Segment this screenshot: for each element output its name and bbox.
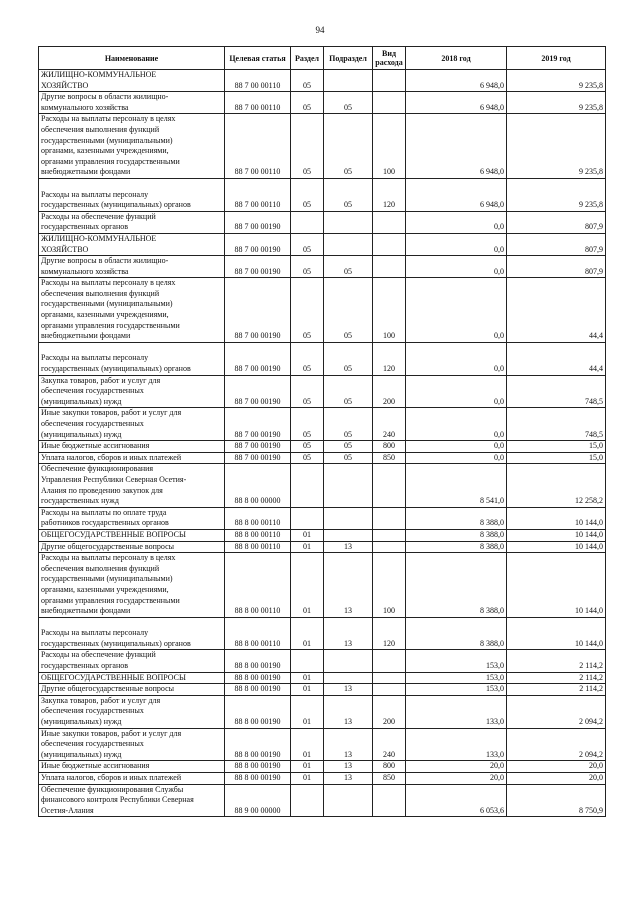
row-amount-2018: 0,0	[406, 233, 507, 255]
row-subsection	[324, 650, 373, 672]
row-name: Закупка товаров, работ и услуг для обеспечения государственных (муниципальных) нужд	[39, 695, 225, 728]
row-amount-2018: 6 948,0	[406, 70, 507, 92]
row-amount-2019: 2 114,2	[507, 684, 606, 696]
row-section: 05	[291, 256, 324, 278]
row-amount-2019: 10 144,0	[507, 553, 606, 618]
table-row	[39, 178, 606, 211]
row-name: Расходы на обеспечение функций государственных органов	[39, 650, 225, 672]
row-amount-2018: 8 388,0	[406, 553, 507, 618]
row-name: ОБЩЕГОСУДАРСТВЕННЫЕ ВОПРОСЫ	[39, 672, 225, 684]
row-subsection: 13	[324, 553, 373, 618]
row-target-article: 88 8 00 00110	[225, 617, 291, 650]
table-row	[39, 773, 606, 785]
row-subsection	[324, 211, 373, 233]
row-subsection	[324, 70, 373, 92]
row-amount-2019: 44,4	[507, 342, 606, 375]
row-amount-2018: 0,0	[406, 441, 507, 453]
row-section: 05	[291, 342, 324, 375]
row-expense-type: 100	[373, 278, 406, 343]
row-amount-2019: 12 258,2	[507, 464, 606, 507]
row-expense-type	[373, 256, 406, 278]
row-section: 01	[291, 684, 324, 696]
row-target-article: 88 7 00 00190	[225, 452, 291, 464]
row-target-article: 88 8 00 00190	[225, 672, 291, 684]
row-subsection	[324, 464, 373, 507]
row-subsection: 05	[324, 278, 373, 343]
row-target-article: 88 8 00 00000	[225, 464, 291, 507]
row-amount-2018: 153,0	[406, 650, 507, 672]
row-expense-type: 240	[373, 728, 406, 761]
row-name: Иные закупки товаров, работ и услуг для обеспечения государственных (муниципальных) нужд	[39, 728, 225, 761]
row-target-article: 88 8 00 00110	[225, 541, 291, 553]
row-expense-type: 200	[373, 695, 406, 728]
table-row	[39, 342, 606, 375]
row-expense-type: 200	[373, 375, 406, 408]
table-row	[39, 784, 606, 817]
row-amount-2018: 8 388,0	[406, 541, 507, 553]
row-subsection	[324, 784, 373, 817]
table-row	[39, 684, 606, 696]
row-name: Расходы на выплаты по оплате труда работников государственных органов	[39, 507, 225, 529]
row-amount-2019: 807,9	[507, 233, 606, 255]
row-amount-2019: 748,5	[507, 408, 606, 441]
row-subsection: 05	[324, 92, 373, 114]
row-target-article: 88 7 00 00190	[225, 375, 291, 408]
table-row	[39, 452, 606, 464]
row-name: Уплата налогов, сборов и иных платежей	[39, 452, 225, 464]
row-amount-2018: 8 388,0	[406, 507, 507, 529]
row-subsection: 13	[324, 773, 373, 785]
row-subsection: 13	[324, 684, 373, 696]
row-section: 05	[291, 178, 324, 211]
row-expense-type: 850	[373, 773, 406, 785]
row-subsection: 13	[324, 617, 373, 650]
header-name: Наименование	[39, 47, 225, 70]
row-section: 01	[291, 529, 324, 541]
row-name: ОБЩЕГОСУДАРСТВЕННЫЕ ВОПРОСЫ	[39, 529, 225, 541]
row-subsection: 05	[324, 441, 373, 453]
table-row	[39, 375, 606, 408]
row-target-article: 88 8 00 00190	[225, 684, 291, 696]
row-target-article: 88 7 00 00110	[225, 178, 291, 211]
table-row	[39, 278, 606, 343]
table-row	[39, 553, 606, 618]
row-expense-type	[373, 211, 406, 233]
row-subsection	[324, 529, 373, 541]
row-name: ЖИЛИЩНО-КОММУНАЛЬНОЕ ХОЗЯЙСТВО	[39, 233, 225, 255]
row-amount-2018: 6 948,0	[406, 178, 507, 211]
row-target-article: 88 8 00 00110	[225, 529, 291, 541]
row-amount-2019: 10 144,0	[507, 529, 606, 541]
row-expense-type: 240	[373, 408, 406, 441]
row-target-article: 88 7 00 00190	[225, 342, 291, 375]
row-amount-2019: 2 094,2	[507, 695, 606, 728]
row-amount-2019: 807,9	[507, 211, 606, 233]
row-amount-2018: 0,0	[406, 256, 507, 278]
row-subsection: 13	[324, 541, 373, 553]
row-target-article: 88 7 00 00110	[225, 70, 291, 92]
row-target-article: 88 8 00 00110	[225, 507, 291, 529]
table-row	[39, 695, 606, 728]
row-section: 01	[291, 773, 324, 785]
row-section: 01	[291, 617, 324, 650]
row-amount-2019: 2 094,2	[507, 728, 606, 761]
row-target-article: 88 7 00 00190	[225, 441, 291, 453]
row-amount-2018: 0,0	[406, 211, 507, 233]
table-row	[39, 728, 606, 761]
row-amount-2019: 9 235,8	[507, 70, 606, 92]
table-row	[39, 441, 606, 453]
row-name: Расходы на обеспечение функций государственных органов	[39, 211, 225, 233]
row-amount-2019: 9 235,8	[507, 178, 606, 211]
row-expense-type: 120	[373, 617, 406, 650]
row-target-article: 88 7 00 00110	[225, 92, 291, 114]
row-target-article: 88 7 00 00190	[225, 408, 291, 441]
row-expense-type: 120	[373, 342, 406, 375]
row-target-article: 88 7 00 00110	[225, 114, 291, 179]
row-name: Расходы на выплаты персоналу государственных (муниципальных) органов	[39, 178, 225, 211]
row-expense-type	[373, 529, 406, 541]
row-section: 05	[291, 114, 324, 179]
header-podrazdel: Подраздел	[324, 47, 373, 70]
row-section	[291, 507, 324, 529]
row-expense-type	[373, 507, 406, 529]
row-section	[291, 784, 324, 817]
row-expense-type	[373, 464, 406, 507]
row-section: 05	[291, 452, 324, 464]
row-section: 01	[291, 553, 324, 618]
row-expense-type	[373, 784, 406, 817]
row-expense-type	[373, 541, 406, 553]
row-subsection	[324, 507, 373, 529]
row-amount-2019: 10 144,0	[507, 541, 606, 553]
row-section: 05	[291, 408, 324, 441]
row-section: 01	[291, 761, 324, 773]
row-section: 05	[291, 92, 324, 114]
row-expense-type	[373, 672, 406, 684]
row-amount-2018: 153,0	[406, 672, 507, 684]
row-subsection: 13	[324, 728, 373, 761]
row-section: 01	[291, 695, 324, 728]
row-section	[291, 211, 324, 233]
row-section: 05	[291, 441, 324, 453]
row-name: Расходы на выплаты персоналу в целях обеспечения выполнения функций государственными (муниципальными) органами, казенными учреждениями, органами управления государственными внебюджетными фондами	[39, 114, 225, 179]
row-target-article: 88 8 00 00190	[225, 761, 291, 773]
row-expense-type: 800	[373, 761, 406, 773]
row-amount-2018: 133,0	[406, 728, 507, 761]
header-vid: Вид расхода	[373, 47, 406, 70]
table-row	[39, 541, 606, 553]
row-section: 01	[291, 728, 324, 761]
header-razdel: Раздел	[291, 47, 324, 70]
row-section: 01	[291, 672, 324, 684]
row-amount-2019: 10 144,0	[507, 507, 606, 529]
row-name: Иные бюджетные ассигнования	[39, 761, 225, 773]
row-subsection: 05	[324, 256, 373, 278]
table-row	[39, 672, 606, 684]
row-amount-2018: 6 948,0	[406, 92, 507, 114]
row-section: 05	[291, 375, 324, 408]
row-target-article: 88 8 00 00190	[225, 728, 291, 761]
row-amount-2018: 0,0	[406, 408, 507, 441]
row-subsection	[324, 233, 373, 255]
page-number: 94	[315, 25, 325, 35]
row-amount-2018: 0,0	[406, 342, 507, 375]
row-amount-2018: 20,0	[406, 773, 507, 785]
table-row	[39, 617, 606, 650]
budget-table	[38, 46, 606, 817]
row-subsection: 05	[324, 375, 373, 408]
row-name: Закупка товаров, работ и услуг для обеспечения государственных (муниципальных) нужд	[39, 375, 225, 408]
row-expense-type: 120	[373, 178, 406, 211]
table-row	[39, 761, 606, 773]
row-amount-2018: 8 388,0	[406, 529, 507, 541]
table-row	[39, 114, 606, 179]
row-name: Другие вопросы в области жилищно- коммунального хозяйства	[39, 256, 225, 278]
row-target-article: 88 9 00 00000	[225, 784, 291, 817]
table-row	[39, 70, 606, 92]
row-amount-2019: 2 114,2	[507, 650, 606, 672]
row-section: 05	[291, 70, 324, 92]
table-row	[39, 464, 606, 507]
row-amount-2018: 6 053,6	[406, 784, 507, 817]
table-row	[39, 507, 606, 529]
table-row	[39, 233, 606, 255]
row-amount-2019: 807,9	[507, 256, 606, 278]
row-amount-2018: 0,0	[406, 375, 507, 408]
header-2018: 2018 год	[406, 47, 507, 70]
table-header-row	[39, 47, 606, 70]
row-target-article: 88 7 00 00190	[225, 211, 291, 233]
row-name: Расходы на выплаты персоналу государственных (муниципальных) органов	[39, 617, 225, 650]
row-subsection: 13	[324, 761, 373, 773]
row-target-article: 88 8 00 00190	[225, 650, 291, 672]
row-name: Расходы на выплаты персоналу государственных (муниципальных) органов	[39, 342, 225, 375]
row-amount-2019: 8 750,9	[507, 784, 606, 817]
row-name: Расходы на выплаты персоналу в целях обеспечения выполнения функций государственными (муниципальными) органами, казенными учреждениями, органами управления государственными внебюджетными фондами	[39, 553, 225, 618]
table-row	[39, 529, 606, 541]
row-target-article: 88 8 00 00190	[225, 695, 291, 728]
row-amount-2019: 15,0	[507, 452, 606, 464]
row-target-article: 88 8 00 00110	[225, 553, 291, 618]
row-amount-2019: 20,0	[507, 773, 606, 785]
row-target-article: 88 7 00 00190	[225, 233, 291, 255]
row-subsection: 05	[324, 408, 373, 441]
table-row	[39, 256, 606, 278]
row-amount-2018: 6 948,0	[406, 114, 507, 179]
row-expense-type: 850	[373, 452, 406, 464]
row-expense-type: 100	[373, 114, 406, 179]
table-row	[39, 408, 606, 441]
row-target-article: 88 7 00 00190	[225, 256, 291, 278]
row-amount-2019: 9 235,8	[507, 114, 606, 179]
row-name: Расходы на выплаты персоналу в целях обеспечения выполнения функций государственными (муниципальными) органами, казенными учреждениями, органами управления государственными внебюджетными фондами	[39, 278, 225, 343]
table-body	[39, 70, 606, 817]
row-amount-2019: 2 114,2	[507, 672, 606, 684]
row-amount-2018: 20,0	[406, 761, 507, 773]
table-row	[39, 211, 606, 233]
table-row	[39, 92, 606, 114]
row-amount-2018: 8 541,0	[406, 464, 507, 507]
row-section: 05	[291, 278, 324, 343]
row-amount-2019: 20,0	[507, 761, 606, 773]
row-name: Иные бюджетные ассигнования	[39, 441, 225, 453]
row-name: ЖИЛИЩНО-КОММУНАЛЬНОЕ ХОЗЯЙСТВО	[39, 70, 225, 92]
row-amount-2019: 10 144,0	[507, 617, 606, 650]
row-section	[291, 464, 324, 507]
row-amount-2018: 0,0	[406, 278, 507, 343]
row-section: 05	[291, 233, 324, 255]
row-name: Обеспечение функционирования Службы финансового контроля Республики Северная Осетия-Алания	[39, 784, 225, 817]
row-name: Уплата налогов, сборов и иных платежей	[39, 773, 225, 785]
row-name: Другие общегосударственные вопросы	[39, 684, 225, 696]
table-row	[39, 650, 606, 672]
row-amount-2019: 9 235,8	[507, 92, 606, 114]
row-expense-type	[373, 650, 406, 672]
row-name: Иные закупки товаров, работ и услуг для обеспечения государственных (муниципальных) нужд	[39, 408, 225, 441]
row-amount-2019: 748,5	[507, 375, 606, 408]
row-amount-2018: 133,0	[406, 695, 507, 728]
header-code: Целевая статья	[225, 47, 291, 70]
header-2019: 2019 год	[507, 47, 606, 70]
row-subsection: 05	[324, 342, 373, 375]
row-amount-2019: 15,0	[507, 441, 606, 453]
row-subsection: 05	[324, 178, 373, 211]
row-expense-type	[373, 70, 406, 92]
row-target-article: 88 7 00 00190	[225, 278, 291, 343]
row-expense-type	[373, 684, 406, 696]
row-amount-2018: 153,0	[406, 684, 507, 696]
row-name: Другие общегосударственные вопросы	[39, 541, 225, 553]
row-expense-type	[373, 233, 406, 255]
row-subsection	[324, 672, 373, 684]
row-expense-type	[373, 92, 406, 114]
row-name: Другие вопросы в области жилищно- коммунального хозяйства	[39, 92, 225, 114]
row-expense-type: 100	[373, 553, 406, 618]
row-amount-2018: 8 388,0	[406, 617, 507, 650]
row-section	[291, 650, 324, 672]
row-target-article: 88 8 00 00190	[225, 773, 291, 785]
row-subsection: 05	[324, 452, 373, 464]
row-amount-2018: 0,0	[406, 452, 507, 464]
row-amount-2019: 44,4	[507, 278, 606, 343]
row-subsection: 13	[324, 695, 373, 728]
row-subsection: 05	[324, 114, 373, 179]
row-name: Обеспечение функционирования Управления Республики Северная Осетия- Алания по проведению закупок для государственных нужд	[39, 464, 225, 507]
row-expense-type: 800	[373, 441, 406, 453]
row-section: 01	[291, 541, 324, 553]
